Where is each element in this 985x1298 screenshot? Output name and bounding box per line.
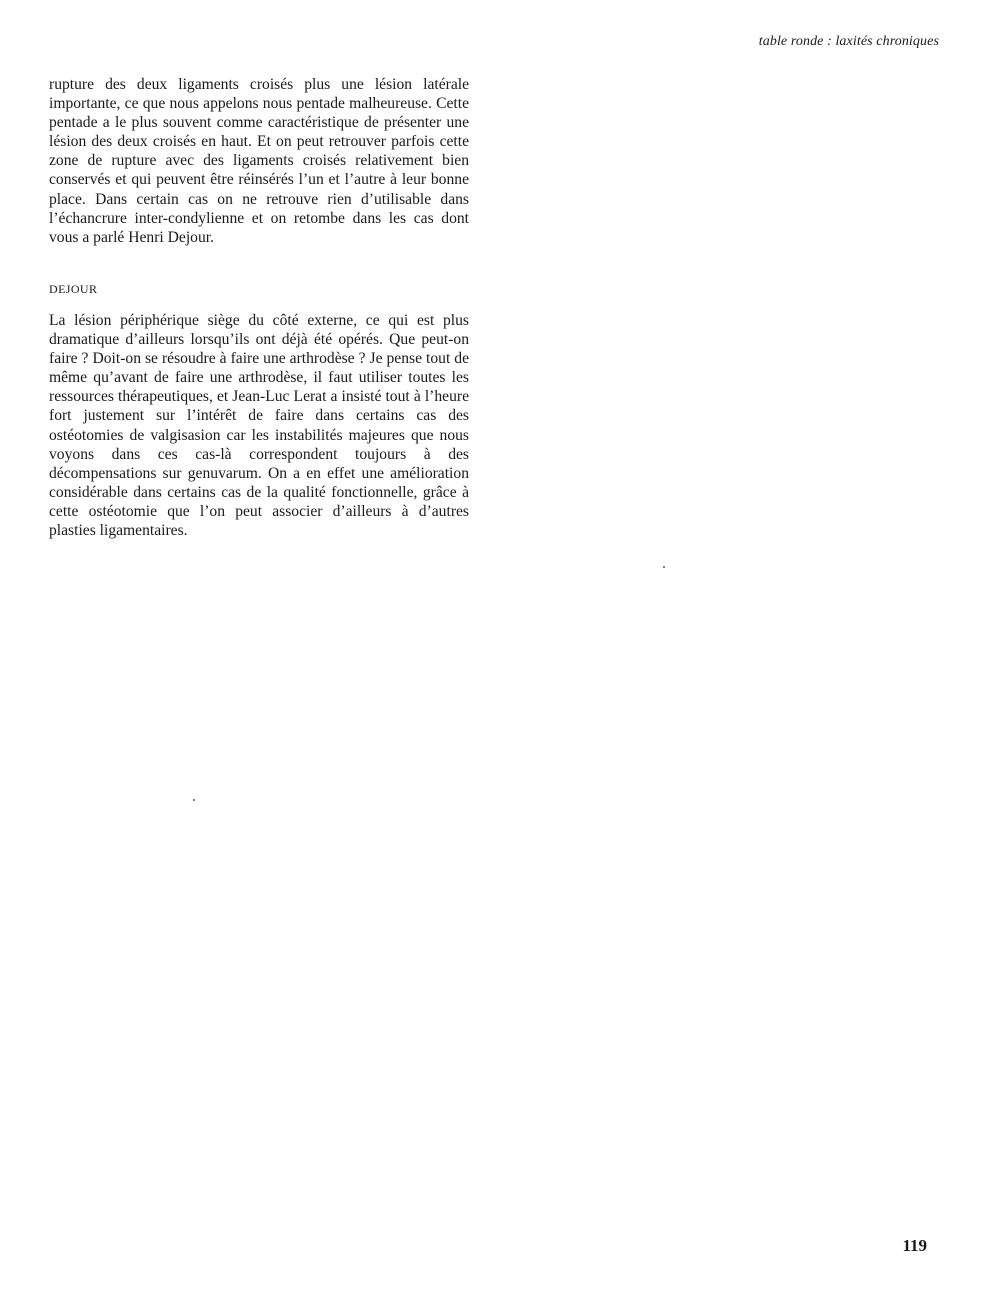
body-paragraph: rupture des deux ligaments croisés plus une lésion latérale importante, ce que nous appelons nous pentade malheureuse. Cette pentade a le plus souvent comme caractéristique de présenter une lésion des deux croisés en haut. Et on peut retrouver parfois cette zone de rupture avec des ligaments croisés relativement bien conservés et qui peuvent être réinsérés l’un et l’autre à leur bonne place. Dans certain cas on ne retrouve rien d’utilisable dans l’échancrure inter-condylienne et on retombe dans les cas dont vous a parlé Henri Dejour. [49, 76, 469, 246]
page-number: 119 [902, 1236, 927, 1255]
running-header: table ronde : laxités chroniques [758, 34, 939, 49]
body-paragraph: La lésion périphérique siège du côté externe, ce qui est plus dramatique d’ailleurs lorsqu’ils ont déjà été opérés. Que peut-on faire ? Doit-on se résoudre à faire une arthrodèse ? Je pense tout de même qu’avant de faire une arthrodèse, il faut utiliser toutes les ressources thérapeutiques, et Jean-Luc Lerat a insisté tout à l’heure fort justement sur l’intérêt de faire dans certains cas des ostéotomies de valgisasion car les instabilités majeures que nous voyons dans ces cas-là correspondent toujours à des décompensations sur genuvarum. On a en effet une amélioration considérable dans certains cas de la qualité fonctionnelle, grâce à cette ostéotomie que l’on peut associer d’ailleurs à d’autres plasties ligamentaires. [49, 312, 469, 540]
scan-speck [193, 799, 195, 801]
speaker-label: DEJOUR [49, 282, 98, 296]
scan-speck [663, 566, 665, 568]
